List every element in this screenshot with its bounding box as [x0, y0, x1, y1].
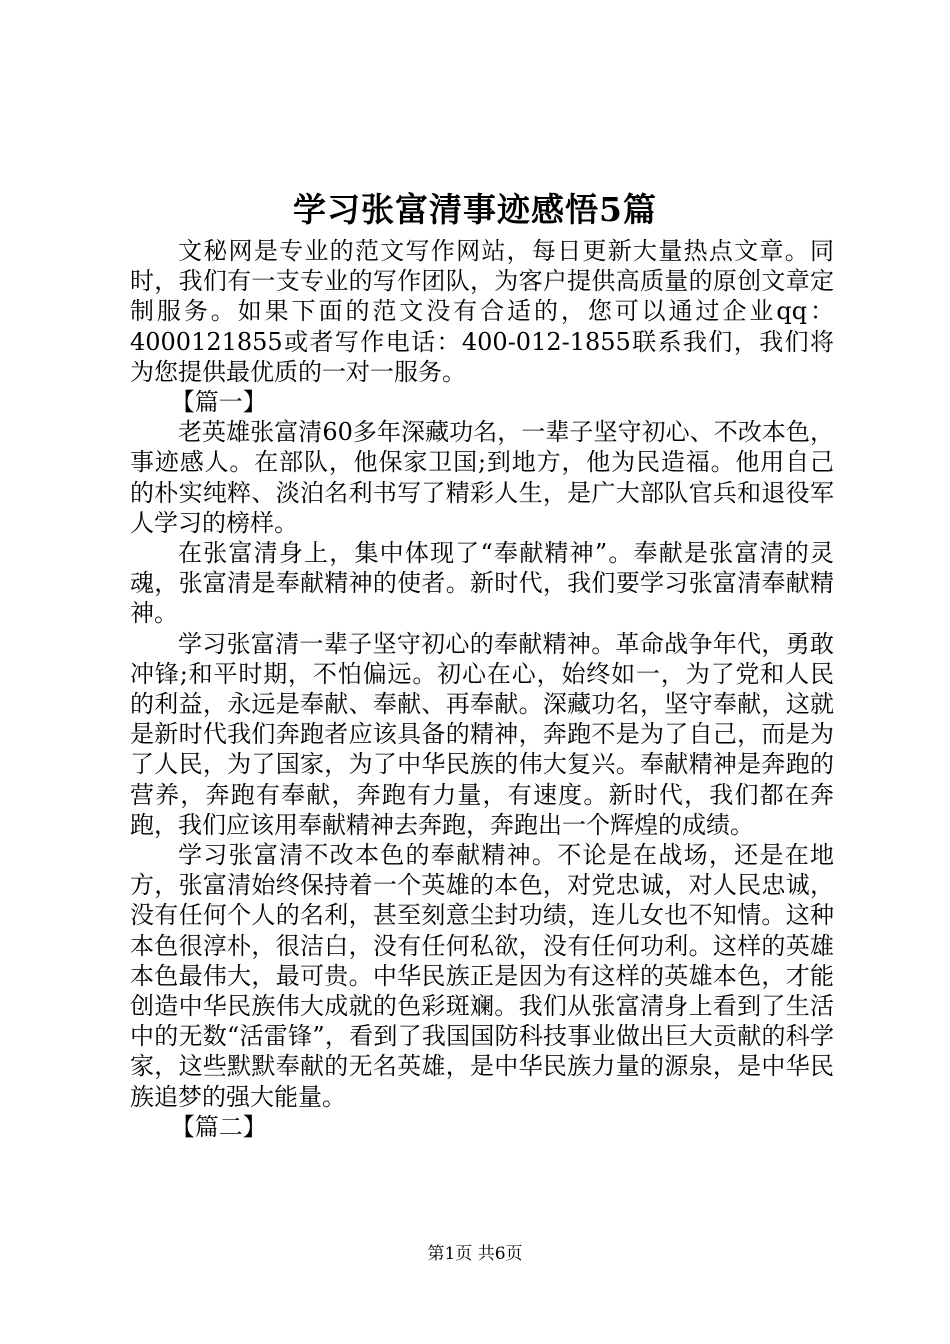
section-heading: 【篇二】	[170, 1112, 267, 1141]
body-paragraph: 学习张富清一辈子坚守初心的奉献精神。革命战争年代，勇敢冲锋;和平时期，不怕偏远。初心在心，始终如一，为了党和人民的利益，永远是奉献、奉献、再奉献。深藏功名，坚守奉献，这就是新时代我们奔跑者应该具备的精神，奔跑不是为了自己，而是为了人民，为了国家，为了中华民族的伟大复兴。奉献精神是奔跑的营养，奔跑有奉献，奔跑有力量，有速度。新时代，我们都在奔跑，我们应该用奉献精神去奔跑，奔跑出一个辉煌的成绩。	[130, 629, 834, 839]
document-body	[130, 236, 834, 1142]
body-paragraph: 学习张富清不改本色的奉献精神。不论是在战场，还是在地方，张富清始终保持着一个英雄的本色，对党忠诚，对人民忠诚，没有任何个人的名利，甚至刻意尘封功绩，连儿女也不知情。这种本色很淳朴，很洁白，没有任何私欲，没有任何功利。这样的英雄本色最伟大，最可贵。中华民族正是因为有这样的英雄本色，才能创造中华民族伟大成就的色彩斑斓。我们从张富清身上看到了生活中的无数“活雷锋”，看到了我国国防科技事业做出巨大贡献的科学家，这些默默奉献的无名英雄，是中华民族力量的源泉，是中华民族追梦的强大能量。	[130, 841, 834, 1111]
body-paragraph: 老英雄张富清60多年深藏功名，一辈子坚守初心、不改本色，事迹感人。在部队，他保家卫国;到地方，他为民造福。他用自己的朴实纯粹、淡泊名利书写了精彩人生，是广大部队官兵和退役军人学习的榜样。	[130, 418, 834, 537]
document-title: 学习张富清事迹感悟5篇	[293, 190, 657, 229]
page-footer: 第1页 共6页	[427, 1244, 523, 1264]
section-heading: 【篇一】	[170, 388, 267, 417]
intro-paragraph: 文秘网是专业的范文写作网站，每日更新大量热点文章。同时，我们有一支专业的写作团队，为客户提供高质量的原创文章定制服务。如果下面的范文没有合适的，您可以通过企业qq：4000121855或者写作电话：400-012-1855联系我们，我们将为您提供最优质的一对一服务。	[130, 237, 834, 386]
body-paragraph: 在张富清身上，集中体现了“奉献精神”。奉献是张富清的灵魂，张富清是奉献精神的使者。新时代，我们要学习张富清奉献精神。	[130, 539, 834, 628]
